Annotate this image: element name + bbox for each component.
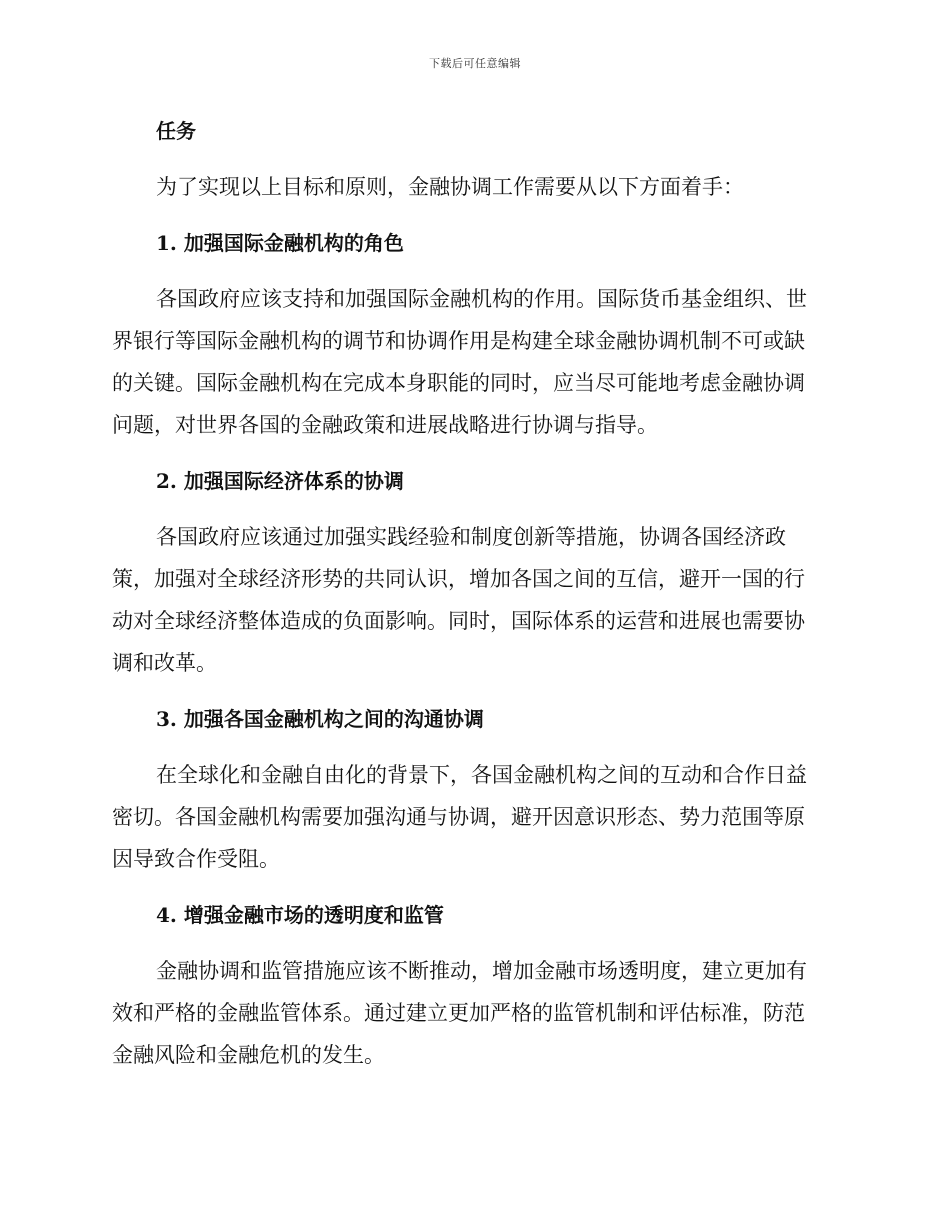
paragraph-line: 金融协调和监管措施应该不断推动，增加金融市场透明度，建立更加有 xyxy=(156,959,807,983)
section-paragraph-2 xyxy=(112,516,832,684)
paragraph-line: 效和严格的金融监管体系。通过建立更加严格的监管机制和评估标准，防范 xyxy=(112,1001,805,1025)
paragraph-line: 各国政府应该支持和加强国际金融机构的作用。国际货币基金组织、世 xyxy=(156,287,807,311)
section-paragraph-3 xyxy=(112,754,832,880)
paragraph-line: 在全球化和金融自由化的背景下，各国金融机构之间的互动和合作日益 xyxy=(156,763,807,787)
document-title: 任务 xyxy=(156,119,196,143)
section-heading-2: 2. 加强国际经济体系的协调 xyxy=(156,469,404,493)
section-heading-1: 1. 加强国际金融机构的角色 xyxy=(156,231,404,255)
paragraph-line: 密切。各国金融机构需要加强沟通与协调，避开因意识形态、势力范围等原 xyxy=(112,805,805,829)
paragraph-line: 问题，对世界各国的金融政策和进展战略进行协调与指导。 xyxy=(112,413,658,437)
paragraph-line: 金融风险和金融危机的发生。 xyxy=(112,1043,385,1067)
page-header-note: 下载后可任意编辑 xyxy=(429,57,521,70)
paragraph-line: 各国政府应该通过加强实践经验和制度创新等措施，协调各国经济政 xyxy=(156,525,786,549)
paragraph-line: 策，加强对全球经济形势的共同认识，增加各国之间的互信，避开一国的行 xyxy=(112,567,805,591)
paragraph-line: 界银行等国际金融机构的调节和协调作用是构建全球金融协调机制不可或缺 xyxy=(112,329,805,353)
paragraph-line: 的关键。国际金融机构在完成本身职能的同时，应当尽可能地考虑金融协调 xyxy=(112,371,805,395)
section-heading-3: 3. 加强各国金融机构之间的沟通协调 xyxy=(156,707,484,731)
paragraph-line: 动对全球经济整体造成的负面影响。同时，国际体系的运营和进展也需要协 xyxy=(112,609,805,633)
section-paragraph-1 xyxy=(112,278,832,446)
document-body xyxy=(112,110,832,1090)
paragraph-line: 调和改革。 xyxy=(112,651,217,675)
section-paragraph-4 xyxy=(112,950,832,1076)
section-heading-4: 4. 增强金融市场的透明度和监管 xyxy=(156,903,444,927)
intro-paragraph: 为了实现以上目标和原则，金融协调工作需要从以下方面着手： xyxy=(156,175,744,199)
paragraph-line: 因导致合作受阻。 xyxy=(112,847,280,871)
